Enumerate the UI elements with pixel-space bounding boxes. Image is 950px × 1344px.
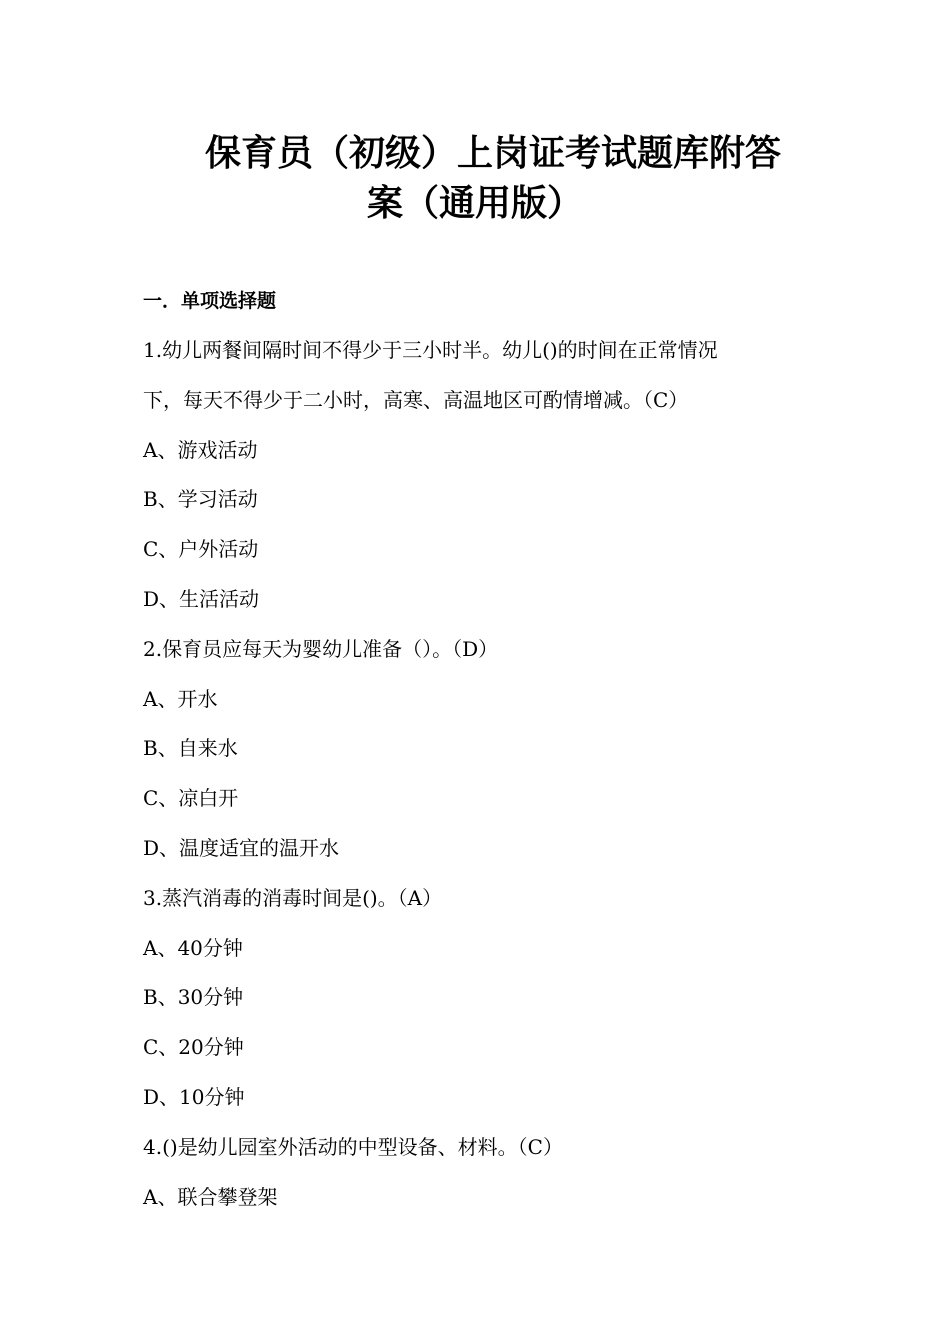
question-3-option-d: D、10分钟 <box>143 1084 245 1109</box>
question-1-option-a: A、游戏活动 <box>143 437 258 462</box>
question-4-text: 4.()是幼儿园室外活动的中型设备、材料。（C） <box>143 1134 563 1159</box>
question-1-option-c: C、户外活动 <box>143 537 259 562</box>
question-2-option-a: A、开水 <box>143 686 218 711</box>
question-3-option-b: B、30分钟 <box>143 985 244 1010</box>
question-2-option-d: D、温度适宜的温开水 <box>143 835 340 860</box>
section-heading: 一．单项选择题 <box>143 290 277 312</box>
question-1-option-b: B、学习活动 <box>143 487 258 512</box>
question-2-option-c: C、凉白开 <box>143 786 239 811</box>
question-2-option-b: B、自来水 <box>143 736 238 761</box>
document-title-line-2: 案（通用版） <box>366 183 583 224</box>
question-3-option-a: A、40分钟 <box>143 935 243 960</box>
question-3-option-c: C、20分钟 <box>143 1035 244 1060</box>
question-4-option-a: A、联合攀登架 <box>143 1184 278 1209</box>
question-1-option-d: D、生活活动 <box>143 586 260 611</box>
question-2-text: 2.保育员应每天为婴幼儿准备（）。（D） <box>143 636 499 661</box>
question-3-text: 3.蒸汽消毒的消毒时间是()。（A） <box>143 885 443 910</box>
question-1-text-line-2: 下，每天不得少于二小时，高寒、高温地区可酌情增减。（C） <box>143 387 689 412</box>
question-1-text-line-1: 1.幼儿两餐间隔时间不得少于三小时半。幼儿()的时间在正常情况 <box>143 338 718 362</box>
document-title-line-1: 保育员（初级）上岗证考试题库附答 <box>204 133 781 174</box>
question-list <box>143 335 823 1231</box>
